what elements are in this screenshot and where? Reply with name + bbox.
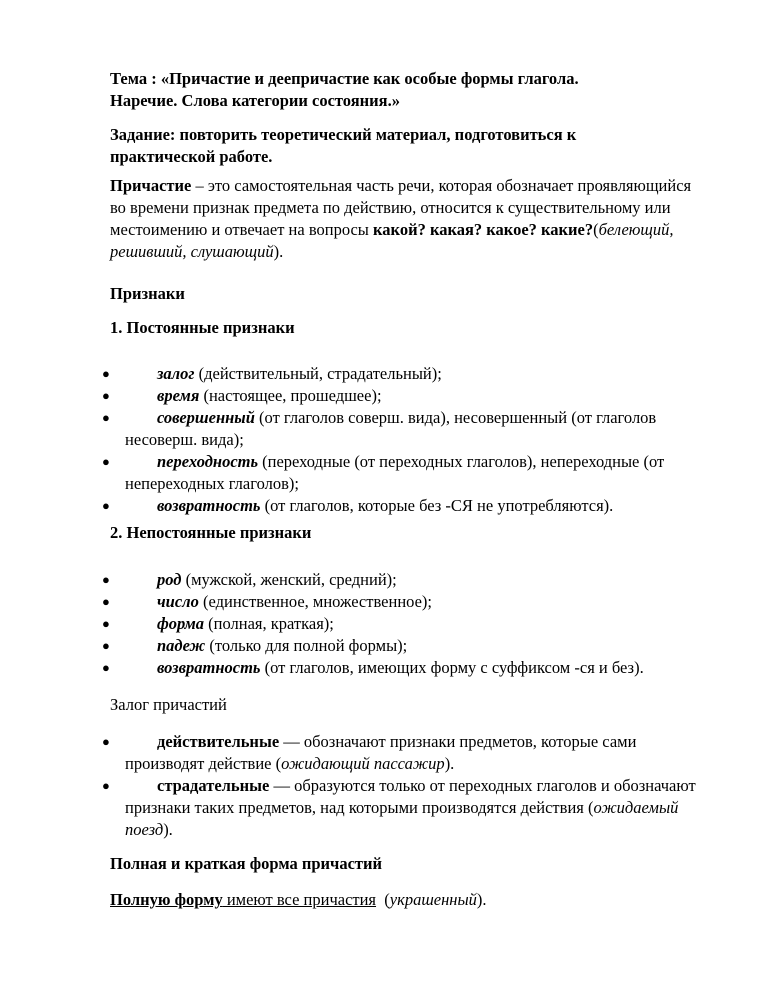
full-form-term: Полную форму xyxy=(110,890,223,909)
voice-list xyxy=(0,731,768,841)
bullet-icon: ● xyxy=(102,572,110,587)
definition-text: – это самостоятельная часть речи, которая обозначает проявляющийся во времени признак предмета по действию, относится к существительному или местоимению и отвечает на вопросы xyxy=(110,176,692,239)
list-item xyxy=(0,731,715,775)
bullet-icon: ● xyxy=(102,734,110,749)
item-term: действительные xyxy=(157,732,280,751)
full-form-example: украшенный xyxy=(389,890,477,909)
list-item xyxy=(0,385,715,407)
item-text: (только для полной формы); xyxy=(205,636,408,655)
item-term: страдательные xyxy=(157,776,270,795)
definition-examples: белеющий, решивший, слушающий xyxy=(110,220,674,261)
item-term: возвратность xyxy=(157,496,261,515)
full-form-paren-close: ). xyxy=(476,890,487,909)
bullet-icon: ● xyxy=(102,638,110,653)
item-term: форма xyxy=(157,614,205,633)
list-item xyxy=(0,495,715,517)
item-text: — образуются только от переходных глаголов и обозначают признаки таких предметов, над которыми производятся действия ( xyxy=(125,776,696,817)
item-text: (мужской, женский, средний); xyxy=(181,570,397,589)
bullet-icon: ● xyxy=(102,366,110,381)
bullet-icon: ● xyxy=(102,660,110,675)
full-form-paragraph xyxy=(110,889,710,911)
item-text: (полная, краткая); xyxy=(204,614,334,633)
item-text: (от глаголов соверш. вида), несовершенный (от глаголов несоверш. вида); xyxy=(125,408,657,449)
list-item xyxy=(0,775,715,841)
list-item xyxy=(0,591,715,613)
item-term: падеж xyxy=(157,636,206,655)
definition-questions: какой? какая? какое? какие? xyxy=(373,220,594,239)
topic-heading xyxy=(110,68,710,112)
item-text: (переходные (от переходных глаголов), непереходные (от непереходных глаголов); xyxy=(125,452,665,493)
item-text: — обозначают признаки предметов, которые сами производят действие ( xyxy=(125,732,637,773)
task-heading xyxy=(110,124,710,168)
item-end: ). xyxy=(163,820,173,839)
item-example: ожидающий пассажир xyxy=(281,754,445,773)
item-term: время xyxy=(157,386,200,405)
item-term: род xyxy=(157,570,182,589)
constant-signs-list xyxy=(0,363,768,517)
list-item xyxy=(0,569,715,591)
list-item xyxy=(0,613,715,635)
list-item xyxy=(0,657,715,679)
item-term: число xyxy=(157,592,199,611)
item-term: переходность xyxy=(157,452,259,471)
bullet-icon: ● xyxy=(102,454,110,469)
bullet-icon: ● xyxy=(102,594,110,609)
bullet-icon: ● xyxy=(102,388,110,403)
item-text: (от глаголов, имеющих форму с суффиксом -ся и без). xyxy=(260,658,644,677)
definition-paren-close: ). xyxy=(273,242,284,261)
list-item xyxy=(0,407,715,451)
definition-paragraph xyxy=(110,175,706,263)
bullet-icon: ● xyxy=(102,498,110,513)
task-line-1: Задание: повторить теоретический материал, подготовиться к xyxy=(110,125,577,144)
bullet-icon: ● xyxy=(102,410,110,425)
variable-signs-heading: 2. Непостоянные признаки xyxy=(110,523,312,542)
signs-heading: Признаки xyxy=(110,284,185,303)
list-item xyxy=(0,451,715,495)
item-text: (настоящее, прошедшее); xyxy=(199,386,382,405)
voice-heading: Залог причастий xyxy=(110,695,227,714)
definition-paren-open: ( xyxy=(593,220,599,239)
item-term: залог xyxy=(157,364,195,383)
topic-line-1: Тема : «Причастие и деепричастие как особые формы глагола. xyxy=(110,69,579,88)
bullet-icon: ● xyxy=(102,778,110,793)
list-item xyxy=(0,635,715,657)
topic-line-2: Наречие. Слова категории состояния.» xyxy=(110,91,400,110)
item-example: ожидаемый поезд xyxy=(125,798,679,839)
task-line-2: практической работе. xyxy=(110,147,273,166)
item-text: (действительный, страдательный); xyxy=(194,364,442,383)
list-item xyxy=(0,363,715,385)
item-end: ). xyxy=(444,754,455,773)
constant-signs-heading: 1. Постоянные признаки xyxy=(110,318,295,337)
definition-term: Причастие xyxy=(110,176,192,195)
variable-signs-list xyxy=(0,569,768,679)
full-form-text: имеют все причастия xyxy=(222,890,377,909)
forms-heading: Полная и краткая форма причастий xyxy=(110,854,383,873)
full-form-paren-open: ( xyxy=(376,890,390,909)
item-term: возвратность xyxy=(157,658,261,677)
item-text: (единственное, множественное); xyxy=(198,592,433,611)
item-text: (от глаголов, которые без -СЯ не употребляются). xyxy=(260,496,614,515)
item-term: совершенный xyxy=(157,408,255,427)
bullet-icon: ● xyxy=(102,616,110,631)
